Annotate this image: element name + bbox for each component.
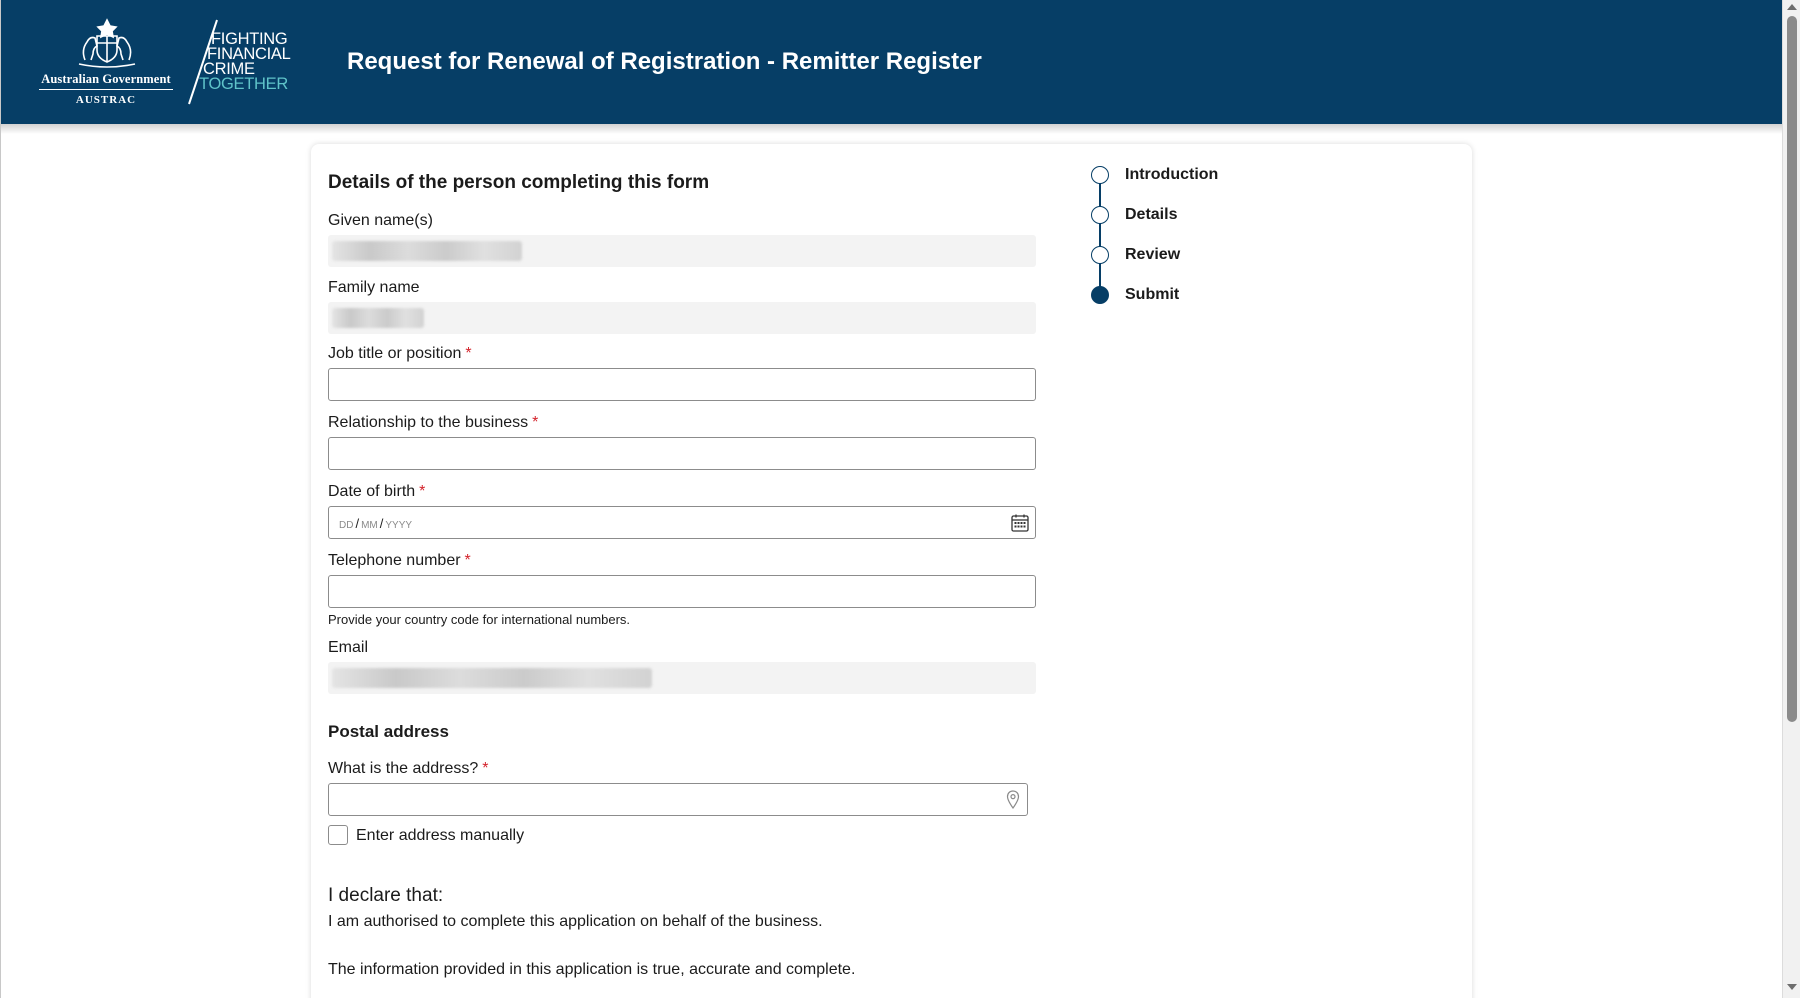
fftc-line-1: FIGHTING <box>211 30 288 48</box>
dob-separator: / <box>355 516 360 531</box>
redacted-value <box>332 668 652 688</box>
calendar-icon[interactable] <box>1011 514 1029 532</box>
redacted-value <box>332 308 424 328</box>
relationship-label-text: Relationship to the business <box>328 414 529 431</box>
dob-input[interactable] <box>328 506 1036 539</box>
page-title: Request for Renewal of Registration - Remitter Register <box>347 48 982 75</box>
family-name-readonly-field <box>328 302 1036 334</box>
telephone-label <box>328 552 471 570</box>
section-heading: Details of the person completing this form <box>328 172 710 193</box>
progress-stepper <box>1091 166 1311 326</box>
step-submit[interactable] <box>1091 286 1311 306</box>
stepper-connector <box>1099 180 1101 300</box>
dob-placeholder <box>339 516 412 531</box>
declaration-line-1: I am authorised to complete this application on behalf of the business. <box>328 913 823 930</box>
relationship-input[interactable] <box>328 437 1036 470</box>
job-title-label <box>328 345 472 363</box>
required-marker: * <box>482 760 489 777</box>
telephone-label-text: Telephone number <box>328 552 461 569</box>
location-pin-icon <box>1006 790 1020 810</box>
job-title-input[interactable] <box>328 368 1036 401</box>
address-label <box>328 760 489 778</box>
agency-name: AUSTRAC <box>75 94 137 106</box>
step-introduction[interactable] <box>1091 166 1311 186</box>
step-label: Review <box>1125 246 1181 263</box>
vertical-scrollbar[interactable] <box>1782 0 1800 998</box>
dob-month[interactable]: MM <box>361 520 378 531</box>
given-name-readonly-field <box>328 235 1036 267</box>
postal-address-heading: Postal address <box>328 722 449 741</box>
dob-separator: / <box>379 516 384 531</box>
scroll-up-arrow-icon[interactable] <box>1787 4 1797 10</box>
step-details[interactable] <box>1091 206 1311 226</box>
declaration-line-2: The information provided in this application is true, accurate and complete. <box>328 961 856 978</box>
step-review[interactable] <box>1091 246 1311 266</box>
declaration-heading: I declare that: <box>328 885 444 906</box>
redacted-value <box>332 241 522 261</box>
step-indicator-active-icon <box>1091 286 1109 304</box>
step-indicator-icon <box>1091 246 1109 264</box>
required-marker: * <box>532 414 539 431</box>
header-shadow <box>1 124 1782 134</box>
coat-of-arms-icon <box>69 16 145 68</box>
email-label: Email <box>328 639 369 656</box>
required-marker: * <box>465 345 472 362</box>
telephone-hint: Provide your country code for international numbers. <box>328 612 631 627</box>
family-name-label: Family name <box>328 279 420 296</box>
step-indicator-icon <box>1091 206 1109 224</box>
email-readonly-field <box>328 662 1036 694</box>
telephone-input[interactable] <box>328 575 1036 608</box>
fftc-line-2: FINANCIAL <box>207 45 291 63</box>
scroll-thumb[interactable] <box>1787 16 1797 722</box>
step-label: Submit <box>1125 286 1180 303</box>
dob-year[interactable]: YYYY <box>385 520 413 531</box>
dob-day[interactable]: DD <box>339 520 354 531</box>
enter-address-manually-label[interactable]: Enter address manually <box>356 827 525 844</box>
australian-government-logo[interactable] <box>39 16 173 108</box>
enter-address-manually-checkbox[interactable] <box>328 825 348 845</box>
step-label: Details <box>1125 206 1178 223</box>
required-marker: * <box>419 483 426 500</box>
address-label-text: What is the address? <box>328 760 479 777</box>
address-search-input[interactable] <box>328 783 1028 816</box>
scroll-down-arrow-icon[interactable] <box>1787 984 1797 990</box>
form-card <box>311 144 1472 998</box>
gov-name: Australian Government <box>39 72 173 90</box>
dob-label-text: Date of birth <box>328 483 416 500</box>
job-title-label-text: Job title or position <box>328 345 462 362</box>
fftc-line-4: TOGETHER <box>199 75 288 93</box>
fftc-line-3: CRIME <box>203 60 255 78</box>
given-name-label: Given name(s) <box>328 212 433 229</box>
required-marker: * <box>464 552 471 569</box>
dob-label <box>328 483 425 501</box>
site-header <box>1 0 1782 124</box>
relationship-label <box>328 414 538 432</box>
step-indicator-icon <box>1091 166 1109 184</box>
fighting-financial-crime-together-logo <box>185 18 305 106</box>
step-label: Introduction <box>1125 166 1219 183</box>
